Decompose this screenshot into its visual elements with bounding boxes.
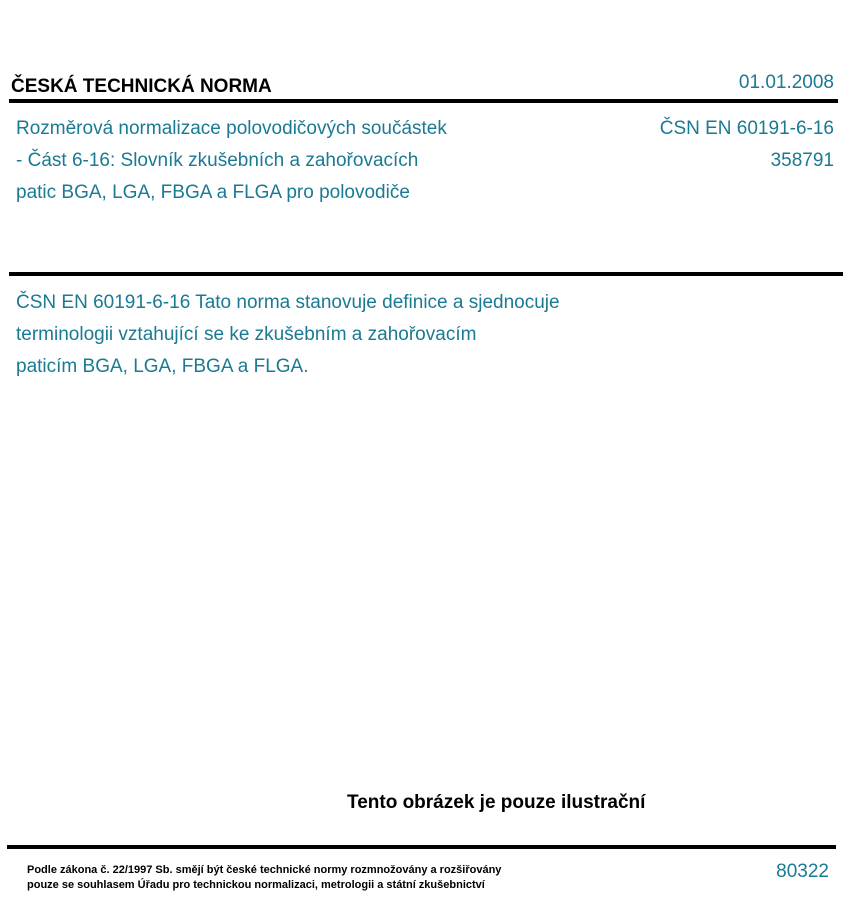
footer-divider (7, 845, 836, 849)
abstract (16, 287, 716, 383)
abstract-line: ČSN EN 60191-6-16 Tato norma stanovuje definice a sjednocuje (16, 292, 560, 313)
section-divider (9, 272, 843, 276)
legal-notice (27, 863, 501, 893)
standard-title-line: Rozměrová normalizace polovodičových součástek (16, 118, 447, 139)
document-heading: ČESKÁ TECHNICKÁ NORMA (11, 76, 272, 97)
header-divider (9, 99, 838, 103)
standard-title-line: - Část 6-16: Slovník zkušebních a zahořovacích (16, 150, 419, 171)
standard-title-line: patic BGA, LGA, FBGA a FLGA pro polovodiče (16, 182, 410, 203)
abstract-line: paticím BGA, LGA, FBGA a FLGA. (16, 356, 309, 377)
standard-designation: ČSN EN 60191-6-16 (659, 118, 834, 139)
standard-identifiers (660, 113, 834, 177)
effective-date: 01.01.2008 (738, 72, 834, 93)
standard-title (16, 113, 536, 209)
illustration-note: Tento obrázek je pouze ilustrační (347, 792, 646, 813)
legal-notice-line: pouze se souhlasem Úřadu pro technickou normalizaci, metrologii a státní zkušebnictví (27, 879, 485, 891)
abstract-line: terminologii vztahující se ke zkušebním a zahořovacím (16, 324, 477, 345)
catalog-number: 358791 (770, 150, 834, 171)
footer-code: 80322 (776, 861, 829, 882)
legal-notice-line: Podle zákona č. 22/1997 Sb. smějí být české technické normy rozmnožovány a rozšiřovány (27, 864, 502, 876)
